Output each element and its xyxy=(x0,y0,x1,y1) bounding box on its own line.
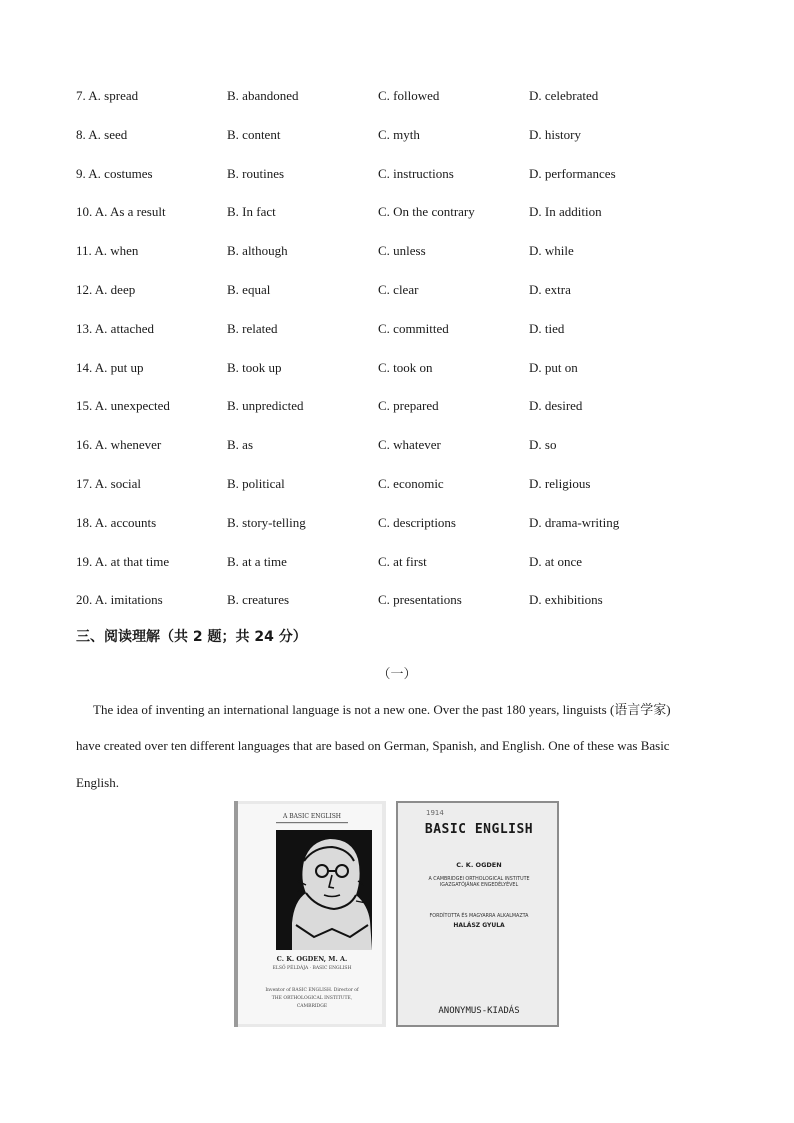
question-number: 14. xyxy=(76,359,93,375)
option-d: D. In addition xyxy=(529,204,602,220)
option-text: A. seed xyxy=(88,126,128,142)
option-c: C. unless xyxy=(378,243,426,259)
option-text: A. accounts xyxy=(94,514,157,530)
question-row xyxy=(0,86,794,106)
option-b: B. related xyxy=(227,320,278,336)
option-a xyxy=(76,590,163,610)
option-a xyxy=(76,125,127,145)
option-c: C. On the contrary xyxy=(378,204,475,220)
paragraph-line-3: English. xyxy=(76,775,119,790)
paragraph-line-2: have created over ten different languages that are based on German, Spanish, and English. One of these was Basic xyxy=(76,738,670,753)
option-text: A. when xyxy=(94,243,139,259)
option-b: B. although xyxy=(227,243,288,259)
option-b: B. creatures xyxy=(227,592,290,608)
option-c: C. clear xyxy=(378,282,419,297)
right-page-author: C. K. OGDEN xyxy=(456,861,502,869)
option-c: C. prepared xyxy=(378,398,439,414)
right-page-subtitle2: IGAZGATÓJÁNAK ENGEDÉLYÉVEL xyxy=(439,883,519,888)
book-page-left-image xyxy=(234,801,386,1027)
question-row xyxy=(0,241,794,261)
option-a xyxy=(76,86,138,106)
option-text: A. whenever xyxy=(94,437,162,453)
option-c: C. followed xyxy=(378,88,440,103)
option-b: B. routines xyxy=(227,165,285,181)
option-text: A. social xyxy=(94,476,142,491)
question-row xyxy=(0,164,794,184)
option-a xyxy=(76,319,154,339)
option-d: D. history xyxy=(529,126,581,142)
option-b: B. unpredicted xyxy=(227,398,304,414)
question-number: 10. xyxy=(76,204,93,220)
option-c: C. descriptions xyxy=(378,514,456,530)
option-text: A. costumes xyxy=(88,165,153,181)
option-b: B. abandoned xyxy=(227,88,299,103)
left-page-footer-line2: THE ORTHOLOGICAL INSTITUTE, xyxy=(271,996,353,1001)
left-page-footer-line3: CAMBRIDGE xyxy=(296,1004,328,1009)
option-c: C. took on xyxy=(378,359,433,375)
passage-label: （一） xyxy=(377,666,417,681)
option-d: D. religious xyxy=(529,476,591,491)
option-c: C. economic xyxy=(378,476,444,491)
question-number: 17. xyxy=(76,476,93,491)
option-a xyxy=(76,435,161,455)
question-row xyxy=(0,319,794,339)
section-heading: 三、阅读理解（共 2 题；共 24 分） xyxy=(76,629,307,645)
question-number: 9. xyxy=(76,165,86,181)
question-number: 18. xyxy=(76,514,93,530)
option-d: D. at once xyxy=(529,553,583,569)
question-number: 7. xyxy=(76,88,86,103)
question-number: 15. xyxy=(76,398,93,414)
question-row xyxy=(0,474,794,494)
option-b: B. as xyxy=(227,437,253,453)
option-a xyxy=(76,280,135,300)
option-text: A. spread xyxy=(88,88,139,103)
option-d: D. extra xyxy=(529,282,571,297)
option-d: D. drama-writing xyxy=(529,514,620,530)
option-b: B. story-telling xyxy=(227,514,306,530)
option-text: A. deep xyxy=(94,282,136,297)
option-c: C. instructions xyxy=(378,165,454,181)
option-text: A. unexpected xyxy=(94,398,170,414)
option-d: D. so xyxy=(529,437,557,453)
option-a xyxy=(76,164,153,184)
option-c: C. at first xyxy=(378,553,427,569)
right-page-translator: HALÁSZ GYULA xyxy=(453,922,505,929)
paragraph-line-1: The idea of inventing an international language is not a new one. Over the past 180 years, linguists (语言学家) xyxy=(93,702,671,717)
question-row xyxy=(0,358,794,378)
right-page-publisher: ANONYMUS-KIADÁS xyxy=(438,1006,520,1016)
option-d: D. celebrated xyxy=(529,88,599,103)
left-page-title: A BASIC ENGLISH xyxy=(282,813,342,820)
left-page-footer-line1: Inventor of BASIC ENGLISH. Director of xyxy=(265,988,359,993)
option-text: A. imitations xyxy=(94,592,163,608)
option-d: D. while xyxy=(529,243,574,259)
portrait-illustration xyxy=(276,830,372,950)
left-page-author-line2: ELSŐ PÉLDÁJA · BASIC ENGLISH xyxy=(272,966,352,971)
option-a xyxy=(76,202,166,222)
question-row xyxy=(0,552,794,572)
option-a xyxy=(76,513,156,533)
option-b: B. political xyxy=(227,476,285,491)
question-number: 11. xyxy=(76,243,92,259)
option-d: D. desired xyxy=(529,398,583,414)
question-row xyxy=(0,202,794,222)
option-b: B. In fact xyxy=(227,204,276,220)
option-d: D. put on xyxy=(529,359,578,375)
question-row xyxy=(0,396,794,416)
option-b: B. content xyxy=(227,126,281,142)
option-text: A. attached xyxy=(94,320,154,336)
question-number: 16. xyxy=(76,437,93,453)
option-c: C. whatever xyxy=(378,437,441,453)
option-a xyxy=(76,396,170,416)
question-number: 8. xyxy=(76,126,86,142)
option-b: B. took up xyxy=(227,359,282,375)
option-c: C. presentations xyxy=(378,592,462,608)
option-a xyxy=(76,241,138,261)
option-c: C. committed xyxy=(378,320,449,336)
option-c: C. myth xyxy=(378,126,420,142)
left-page-author-name: C. K. OGDEN, M. A. xyxy=(276,955,348,963)
option-b: B. at a time xyxy=(227,553,287,569)
right-page-subtitle1: A CAMBRIDGEI ORTHOLOGICAL INSTITUTE xyxy=(428,877,530,882)
option-a xyxy=(76,474,141,494)
option-a xyxy=(76,552,169,572)
book-page-right-image xyxy=(396,801,559,1027)
right-page-translator-label: FORDÍTOTTA ÉS MAGYARRA ALKALMAZTA xyxy=(429,914,529,919)
option-text: A. As a result xyxy=(94,204,166,220)
option-d: D. performances xyxy=(529,165,616,181)
option-text: A. at that time xyxy=(94,553,170,569)
question-row xyxy=(0,513,794,533)
right-page-stamp: 1914 xyxy=(426,809,444,817)
question-number: 19. xyxy=(76,553,93,569)
question-row xyxy=(0,435,794,455)
option-b: B. equal xyxy=(227,282,271,297)
question-row xyxy=(0,125,794,145)
question-row xyxy=(0,280,794,300)
right-page-title: BASIC ENGLISH xyxy=(424,822,534,837)
question-number: 20. xyxy=(76,592,93,608)
question-number: 13. xyxy=(76,320,93,336)
question-number: 12. xyxy=(76,282,93,297)
option-d: D. tied xyxy=(529,320,565,336)
option-d: D. exhibitions xyxy=(529,592,603,608)
option-a xyxy=(76,358,144,378)
question-row xyxy=(0,590,794,610)
option-text: A. put up xyxy=(94,359,144,375)
